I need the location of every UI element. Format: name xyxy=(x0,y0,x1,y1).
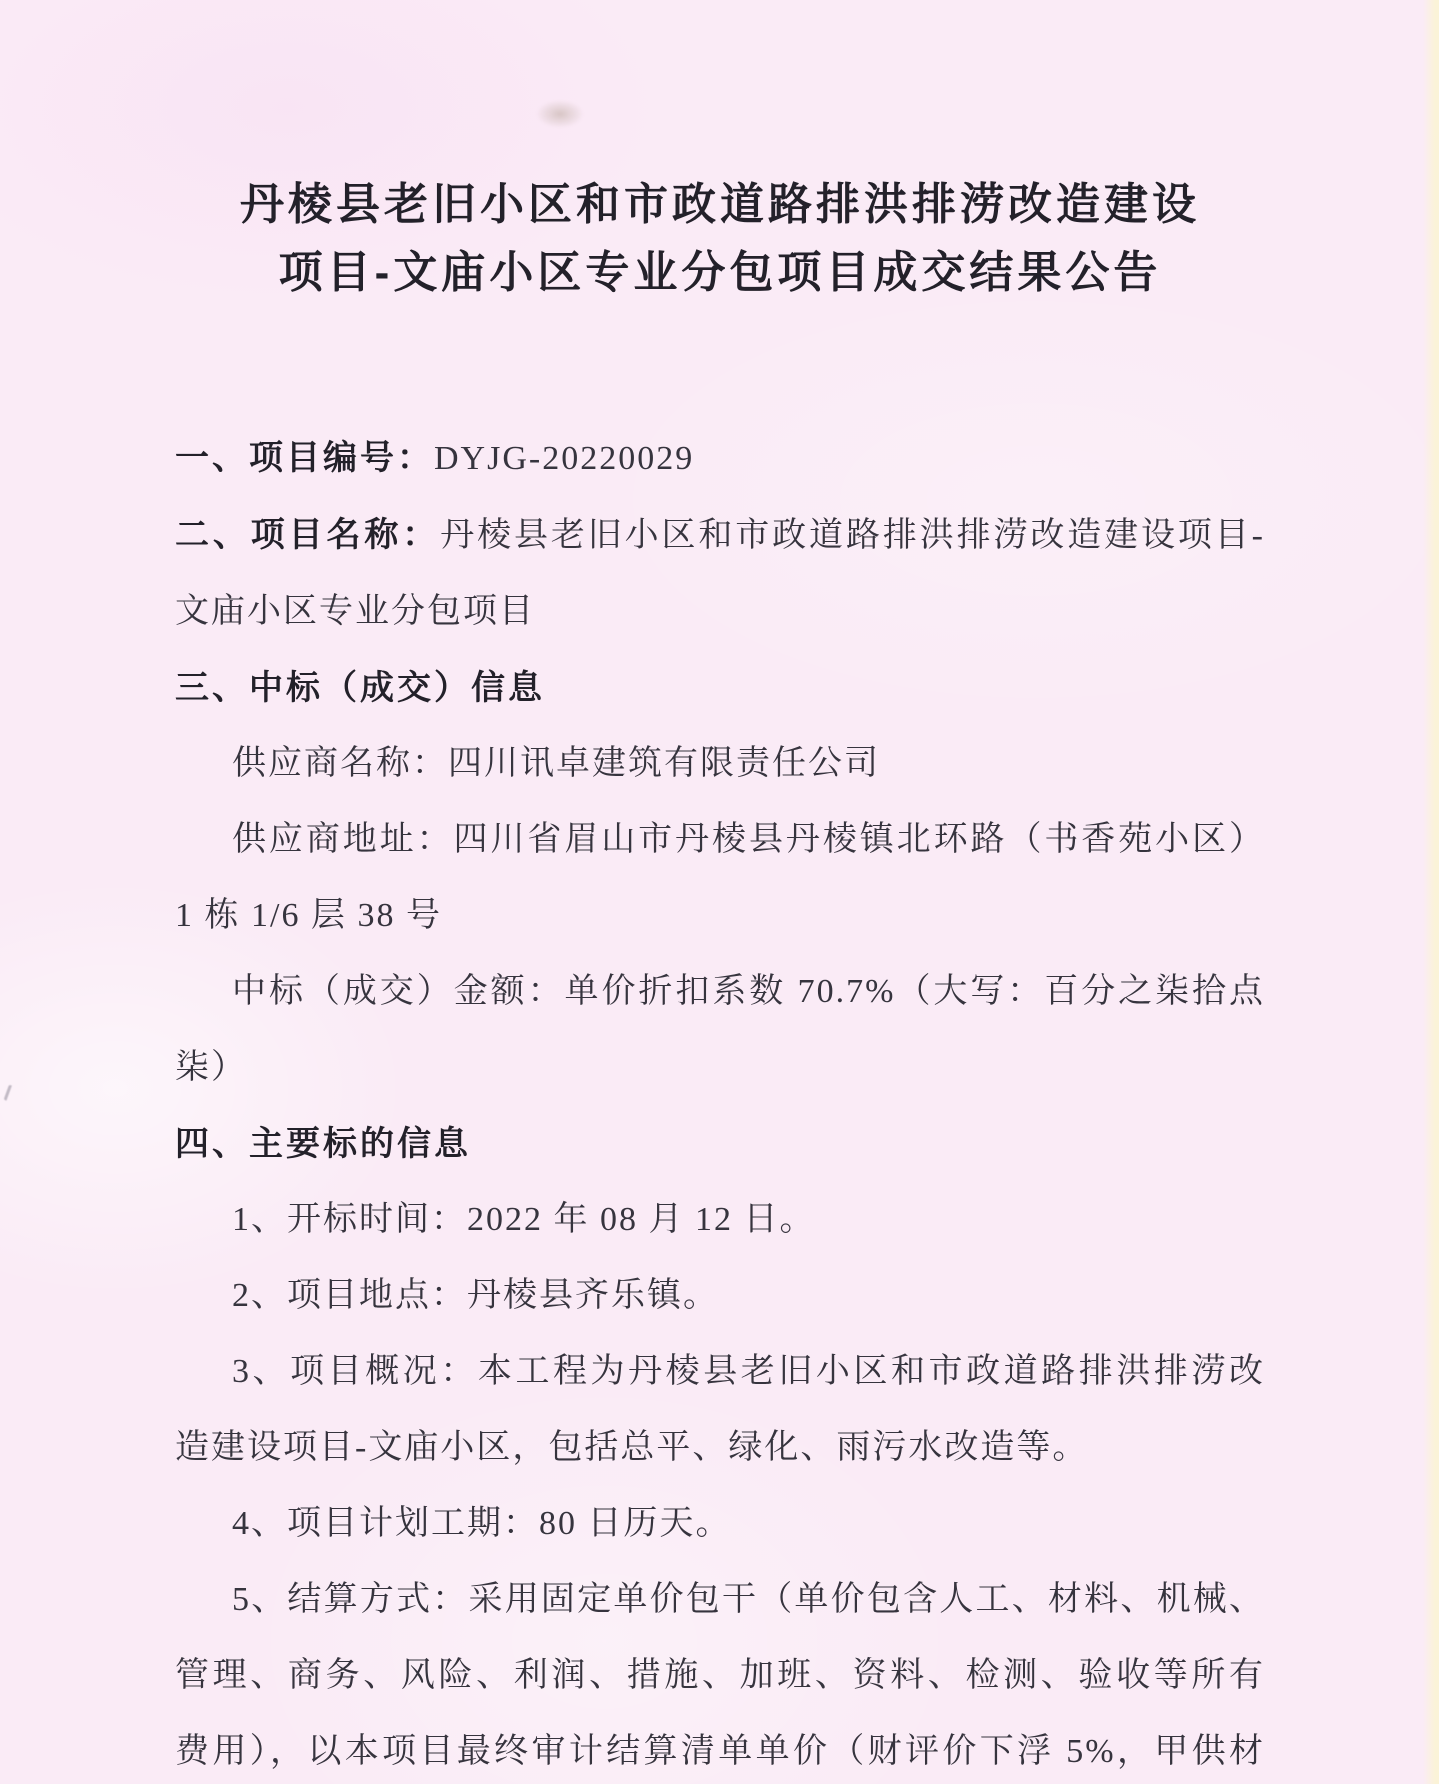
scan-stray-mark xyxy=(4,1085,20,1104)
project-number-line xyxy=(175,420,1265,497)
document-title-line-2: 项目-文庙小区专业分包项目成交结果公告 xyxy=(278,248,1162,297)
award-info-heading: 三、中标（成交）信息 xyxy=(175,669,545,707)
project-name-line-2: 文庙小区专业分包项目 xyxy=(175,593,535,630)
project-name-line-1 xyxy=(175,497,1265,574)
project-duration-line: 4、项目计划工期：80 日历天。 xyxy=(232,1505,732,1542)
document-title xyxy=(0,0,1265,307)
project-number-value: DYJG-20220029 xyxy=(434,440,695,477)
scan-edge-strip xyxy=(1423,0,1439,1784)
supplier-address-line-1: 供应商地址：四川省眉山市丹棱县丹棱镇北环路（书香苑小区） xyxy=(232,821,1265,858)
supplier-address-line-2: 1 栋 1/6 层 38 号 xyxy=(175,897,442,934)
settlement-method-line-3: 费用），以本项目最终审计结算清单单价（财评价下浮 5%，甲供材 xyxy=(175,1733,1265,1770)
settlement-method-line-1: 5、结算方式：采用固定单价包干（单价包含人工、材料、机械、 xyxy=(232,1581,1265,1618)
project-overview-line-1: 3、项目概况：本工程为丹棱县老旧小区和市政道路排洪排涝改 xyxy=(232,1353,1265,1390)
project-overview-line-2: 造建设项目-文庙小区，包括总平、绿化、雨污水改造等。 xyxy=(175,1429,1089,1466)
project-number-label: 一、项目编号： xyxy=(175,439,434,477)
supplier-name-line: 供应商名称：四川讯卓建筑有限责任公司 xyxy=(232,745,880,782)
award-amount-line-2: 柒） xyxy=(175,1049,247,1086)
document-body xyxy=(175,420,1265,1784)
project-name-value-1: 丹棱县老旧小区和市政道路排洪排涝改造建设项目- xyxy=(440,517,1265,554)
document-title-line-1: 丹棱县老旧小区和市政道路排洪排涝改造建设 xyxy=(240,180,1200,229)
scan-smudge-artifact xyxy=(536,100,584,128)
bid-opening-time-line: 1、开标时间：2022 年 08 月 12 日。 xyxy=(232,1201,816,1238)
award-amount-line-1: 中标（成交）金额：单价折扣系数 70.7%（大写：百分之柒拾点 xyxy=(232,973,1265,1010)
project-name-label: 二、项目名称： xyxy=(175,516,441,554)
subject-info-heading: 四、主要标的信息 xyxy=(175,1125,471,1163)
settlement-method-line-2: 管理、商务、风险、利润、措施、加班、资料、检测、验收等所有 xyxy=(175,1657,1265,1694)
project-location-line: 2、项目地点：丹棱县齐乐镇。 xyxy=(232,1277,719,1314)
